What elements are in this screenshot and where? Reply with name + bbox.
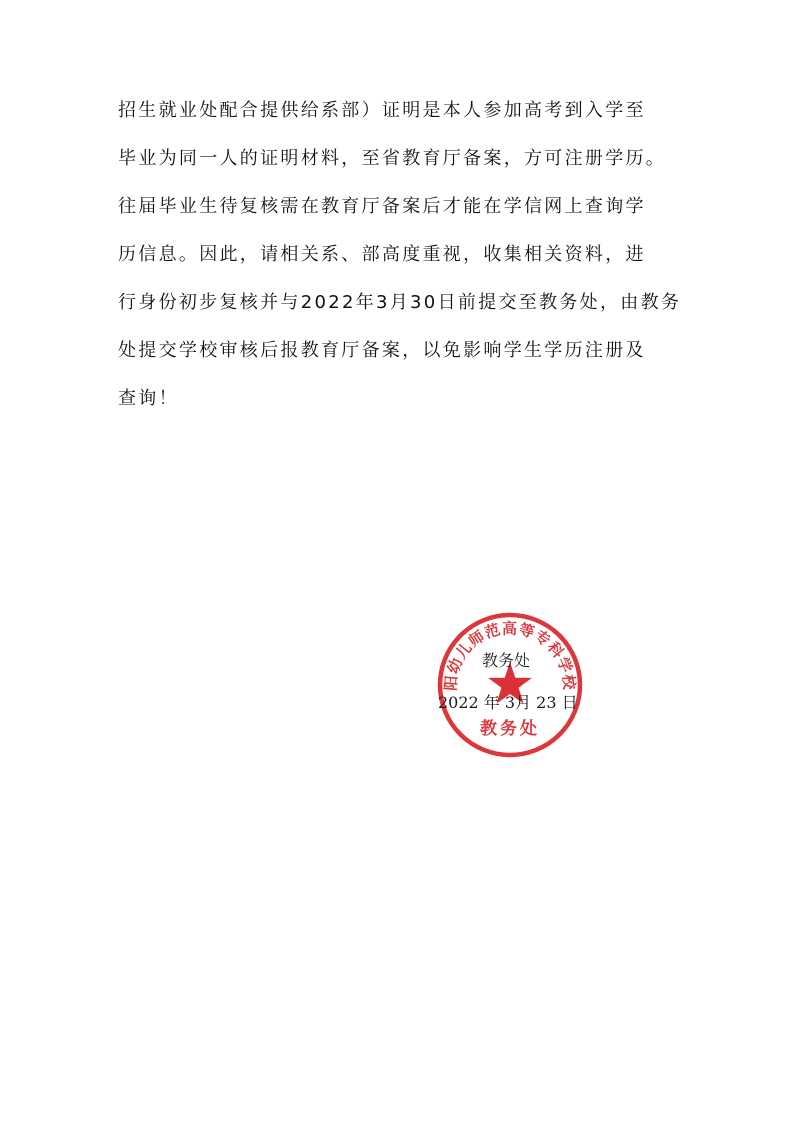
paragraph-line: 历信息。因此，请相关系、部高度重视，收集相关资料，进 [118, 244, 646, 265]
seal-ring-text: 阳幼儿师范高等专科学校 [441, 619, 579, 692]
paragraph-line: 往届毕业生待复核需在教育厅备案后才能在学信网上查询学 [118, 196, 646, 217]
signature-block [410, 610, 610, 780]
seal-center-text: 教务处 [480, 719, 540, 739]
paragraph-line: 查询！ [118, 388, 179, 409]
paragraph-line: 处提交学校审核后报教育厅备案，以免影响学生学历注册及 [118, 340, 646, 361]
paragraph-line: 毕业为同一人的证明材料，至省教育厅备案，方可注册学历。 [118, 148, 667, 169]
body-paragraph [118, 96, 688, 432]
signing-date: 2022 年 3月 23 日 [438, 693, 578, 712]
signing-office: 教务处 [482, 651, 531, 670]
paragraph-line: 招生就业处配合提供给系部）证明是本人参加高考到入学至 [118, 100, 646, 121]
paragraph-line: 行身份初步复核并与2022年3月30日前提交至教务处，由教务 [118, 292, 682, 313]
official-seal [435, 610, 585, 760]
